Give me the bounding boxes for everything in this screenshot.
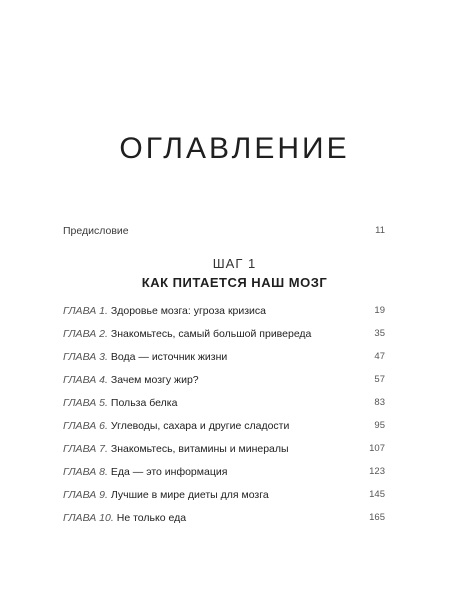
chapter-entry-6[interactable] — [63, 417, 385, 440]
chapter-entry-7[interactable] — [63, 440, 385, 463]
chapter-title: Лучшие в мире диеты для мозга — [110, 489, 269, 501]
chapter-title: Вода — источник жизни — [110, 351, 228, 363]
preface-page-number: 11 — [375, 225, 385, 236]
chapter-number: ГЛАВА 2. — [63, 328, 108, 340]
step-title: КАК ПИТАЕТСЯ НАШ МОЗГ — [141, 275, 328, 290]
chapter-number: ГЛАВА 6. — [63, 420, 108, 432]
chapter-title: Здоровье мозга: угроза кризиса — [110, 305, 267, 317]
chapter-page-number: 123 — [369, 466, 385, 477]
chapter-number: ГЛАВА 5. — [63, 397, 108, 409]
chapter-list — [63, 302, 385, 532]
chapter-title: Зачем мозгу жир? — [110, 374, 199, 386]
chapter-entry-9[interactable] — [63, 486, 385, 509]
chapter-title: Польза белка — [110, 397, 178, 409]
chapter-page-number: 19 — [374, 305, 385, 316]
chapter-page-number: 165 — [369, 512, 385, 523]
chapter-number: ГЛАВА 8. — [63, 466, 108, 478]
chapter-number: ГЛАВА 9. — [63, 489, 108, 501]
chapter-page-number: 145 — [369, 489, 385, 500]
preface-entry[interactable] — [63, 225, 385, 237]
chapter-page-number: 107 — [369, 443, 385, 454]
chapter-title: Не только еда — [116, 512, 187, 524]
chapter-number: ГЛАВА 10. — [63, 512, 114, 524]
chapter-entry-4[interactable] — [63, 371, 385, 394]
preface-label: Предисловие — [63, 225, 129, 237]
chapter-page-number: 35 — [374, 328, 385, 339]
chapter-page-number: 83 — [374, 397, 385, 408]
page-title: ОГЛАВЛЕНИЕ — [119, 132, 350, 165]
chapter-entry-8[interactable] — [63, 463, 385, 486]
chapter-title: Углеводы, сахара и другие сладости — [110, 420, 290, 432]
chapter-page-number: 47 — [374, 351, 385, 362]
chapter-number: ГЛАВА 7. — [63, 443, 108, 455]
chapter-entry-3[interactable] — [63, 348, 385, 371]
chapter-entry-10[interactable] — [63, 509, 385, 532]
chapter-page-number: 95 — [374, 420, 385, 431]
chapter-entry-1[interactable] — [63, 302, 385, 325]
step-label: ШАГ 1 — [212, 256, 257, 271]
chapter-number: ГЛАВА 1. — [63, 305, 108, 317]
chapter-title: Еда — это информация — [110, 466, 228, 478]
chapter-page-number: 57 — [374, 374, 385, 385]
chapter-title: Знакомьтесь, самый большой привереда — [110, 328, 312, 340]
chapter-entry-5[interactable] — [63, 394, 385, 417]
chapter-entry-2[interactable] — [63, 325, 385, 348]
chapter-number: ГЛАВА 3. — [63, 351, 108, 363]
chapter-title: Знакомьтесь, витамины и минералы — [110, 443, 289, 455]
chapter-number: ГЛАВА 4. — [63, 374, 108, 386]
